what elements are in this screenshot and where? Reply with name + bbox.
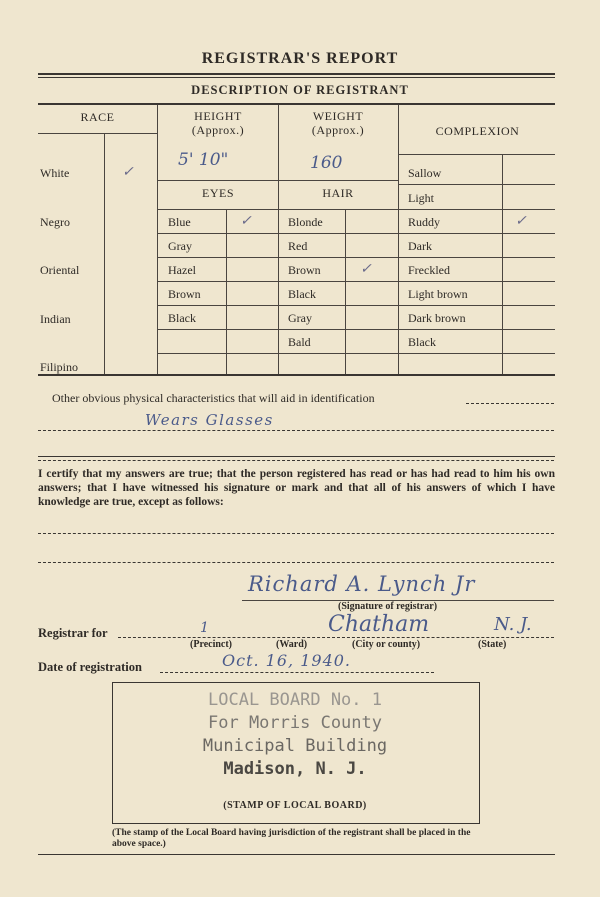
height-header-label: HEIGHT (194, 109, 242, 123)
weight-header (280, 109, 396, 137)
race-oriental: Oriental (40, 263, 80, 277)
height-header-sub: (Approx.) (191, 123, 245, 137)
height-header (160, 109, 276, 137)
city-label: (City or county) (352, 639, 421, 650)
complexion-ruddy-check: ✓ (515, 213, 527, 229)
grid-line (38, 133, 157, 134)
race-filipino: Filipino (40, 360, 79, 374)
registrar-signature: Richard A. Lynch Jr (248, 572, 476, 596)
certification-text: I certify that my answers are true; that the person registered has read or has had read to him his own answers; that I have witnessed his signature or mark and that all of his answers of which I have knowledge are true, except as follows: (38, 468, 555, 508)
stamp-caption: (STAMP OF LOCAL BOARD) (223, 800, 367, 811)
title-rule-bottom (38, 77, 555, 78)
eyes-hazel: Hazel (168, 263, 196, 277)
date-value: Oct. 16, 1940. (222, 651, 352, 670)
grid-line (157, 209, 555, 210)
eyes-blue-check: ✓ (240, 213, 252, 229)
grid-line (157, 180, 398, 181)
grid-line (157, 257, 555, 258)
stamp-line-4: Madison, N. J. (223, 759, 367, 779)
stamp-line-1: LOCAL BOARD No. 1 (208, 690, 382, 710)
registrar-for-line (118, 637, 554, 638)
grid-line (502, 155, 503, 374)
complexion-freckled: Freckled (408, 263, 450, 277)
precinct-label: (Precinct) (190, 639, 233, 650)
signature-label: (Signature of registrar) (338, 601, 438, 612)
other-characteristics-value: Wears Glasses (145, 411, 274, 429)
race-header: RACE (80, 110, 115, 124)
other-dash-2 (38, 430, 554, 431)
title-rule-top (38, 73, 555, 75)
grid-line (157, 281, 555, 282)
weight-header-sub: (Approx.) (311, 123, 365, 137)
other-dash-1 (466, 403, 554, 404)
grid-line (398, 154, 555, 155)
complexion-light: Light (408, 191, 434, 205)
stamp-line-2: For Morris County (208, 713, 382, 733)
footer-rule (38, 854, 555, 855)
race-indian: Indian (40, 312, 71, 326)
registrar-for-label: Registrar for (38, 626, 108, 640)
complexion-black: Black (408, 335, 436, 349)
divider-1 (38, 456, 555, 457)
grid-line (226, 210, 227, 374)
grid-line (345, 210, 346, 374)
hair-gray: Gray (288, 311, 312, 325)
hair-blonde: Blonde (288, 215, 323, 229)
grid-line (157, 329, 555, 330)
hair-bald: Bald (288, 335, 311, 349)
grid-line (157, 105, 158, 374)
complexion-light-brown: Light brown (408, 287, 468, 301)
stamp-line-3: Municipal Building (202, 736, 388, 756)
complexion-sallow: Sallow (408, 166, 442, 180)
grid-line (157, 305, 555, 306)
weight-header-label: WEIGHT (312, 109, 364, 123)
date-line (160, 672, 434, 673)
hair-black: Black (288, 287, 316, 301)
cert-dash-1 (38, 533, 554, 534)
weight-value: 160 (310, 153, 343, 173)
hair-red: Red (288, 239, 308, 253)
eyes-brown: Brown (168, 287, 201, 301)
stamp-text (112, 689, 478, 781)
grid-line (104, 134, 105, 374)
ward-label: (Ward) (276, 639, 308, 650)
eyes-black: Black (168, 311, 196, 325)
divider-1b (38, 460, 554, 461)
page-title: REGISTRAR'S REPORT (201, 50, 399, 67)
table-bottom-rule (38, 374, 555, 376)
city-value: Chatham (328, 612, 430, 637)
grid-line (398, 105, 399, 374)
other-characteristics-label: Other obvious physical characteristics that will aid in identification (52, 391, 375, 405)
grid-line (398, 184, 555, 185)
race-white: White (40, 166, 70, 180)
precinct-value: 1 (200, 620, 209, 636)
grid-line (278, 105, 279, 374)
hair-brown: Brown (288, 263, 321, 277)
race-negro: Negro (40, 215, 70, 229)
race-white-check: ✓ (122, 164, 134, 180)
complexion-header: COMPLEXION (435, 124, 520, 138)
date-label: Date of registration (38, 660, 142, 674)
state-value: N. J. (494, 614, 532, 635)
grid-line (157, 353, 555, 354)
complexion-dark-brown: Dark brown (408, 311, 466, 325)
complexion-ruddy: Ruddy (408, 215, 441, 229)
complexion-dark: Dark (408, 239, 432, 253)
cert-dash-2 (38, 562, 554, 563)
grid-line (157, 233, 555, 234)
height-value: 5' 10" (178, 150, 229, 170)
section-title: DESCRIPTION OF REGISTRANT (191, 83, 409, 97)
eyes-header: EYES (202, 186, 234, 200)
hair-brown-check: ✓ (360, 261, 372, 277)
section-rule (38, 103, 555, 105)
hair-header: HAIR (322, 186, 354, 200)
eyes-blue: Blue (168, 215, 191, 229)
footnote: (The stamp of the Local Board having jurisdiction of the registrant shall be placed in the above space.) (112, 828, 471, 849)
state-label: (State) (478, 639, 507, 650)
eyes-gray: Gray (168, 239, 192, 253)
